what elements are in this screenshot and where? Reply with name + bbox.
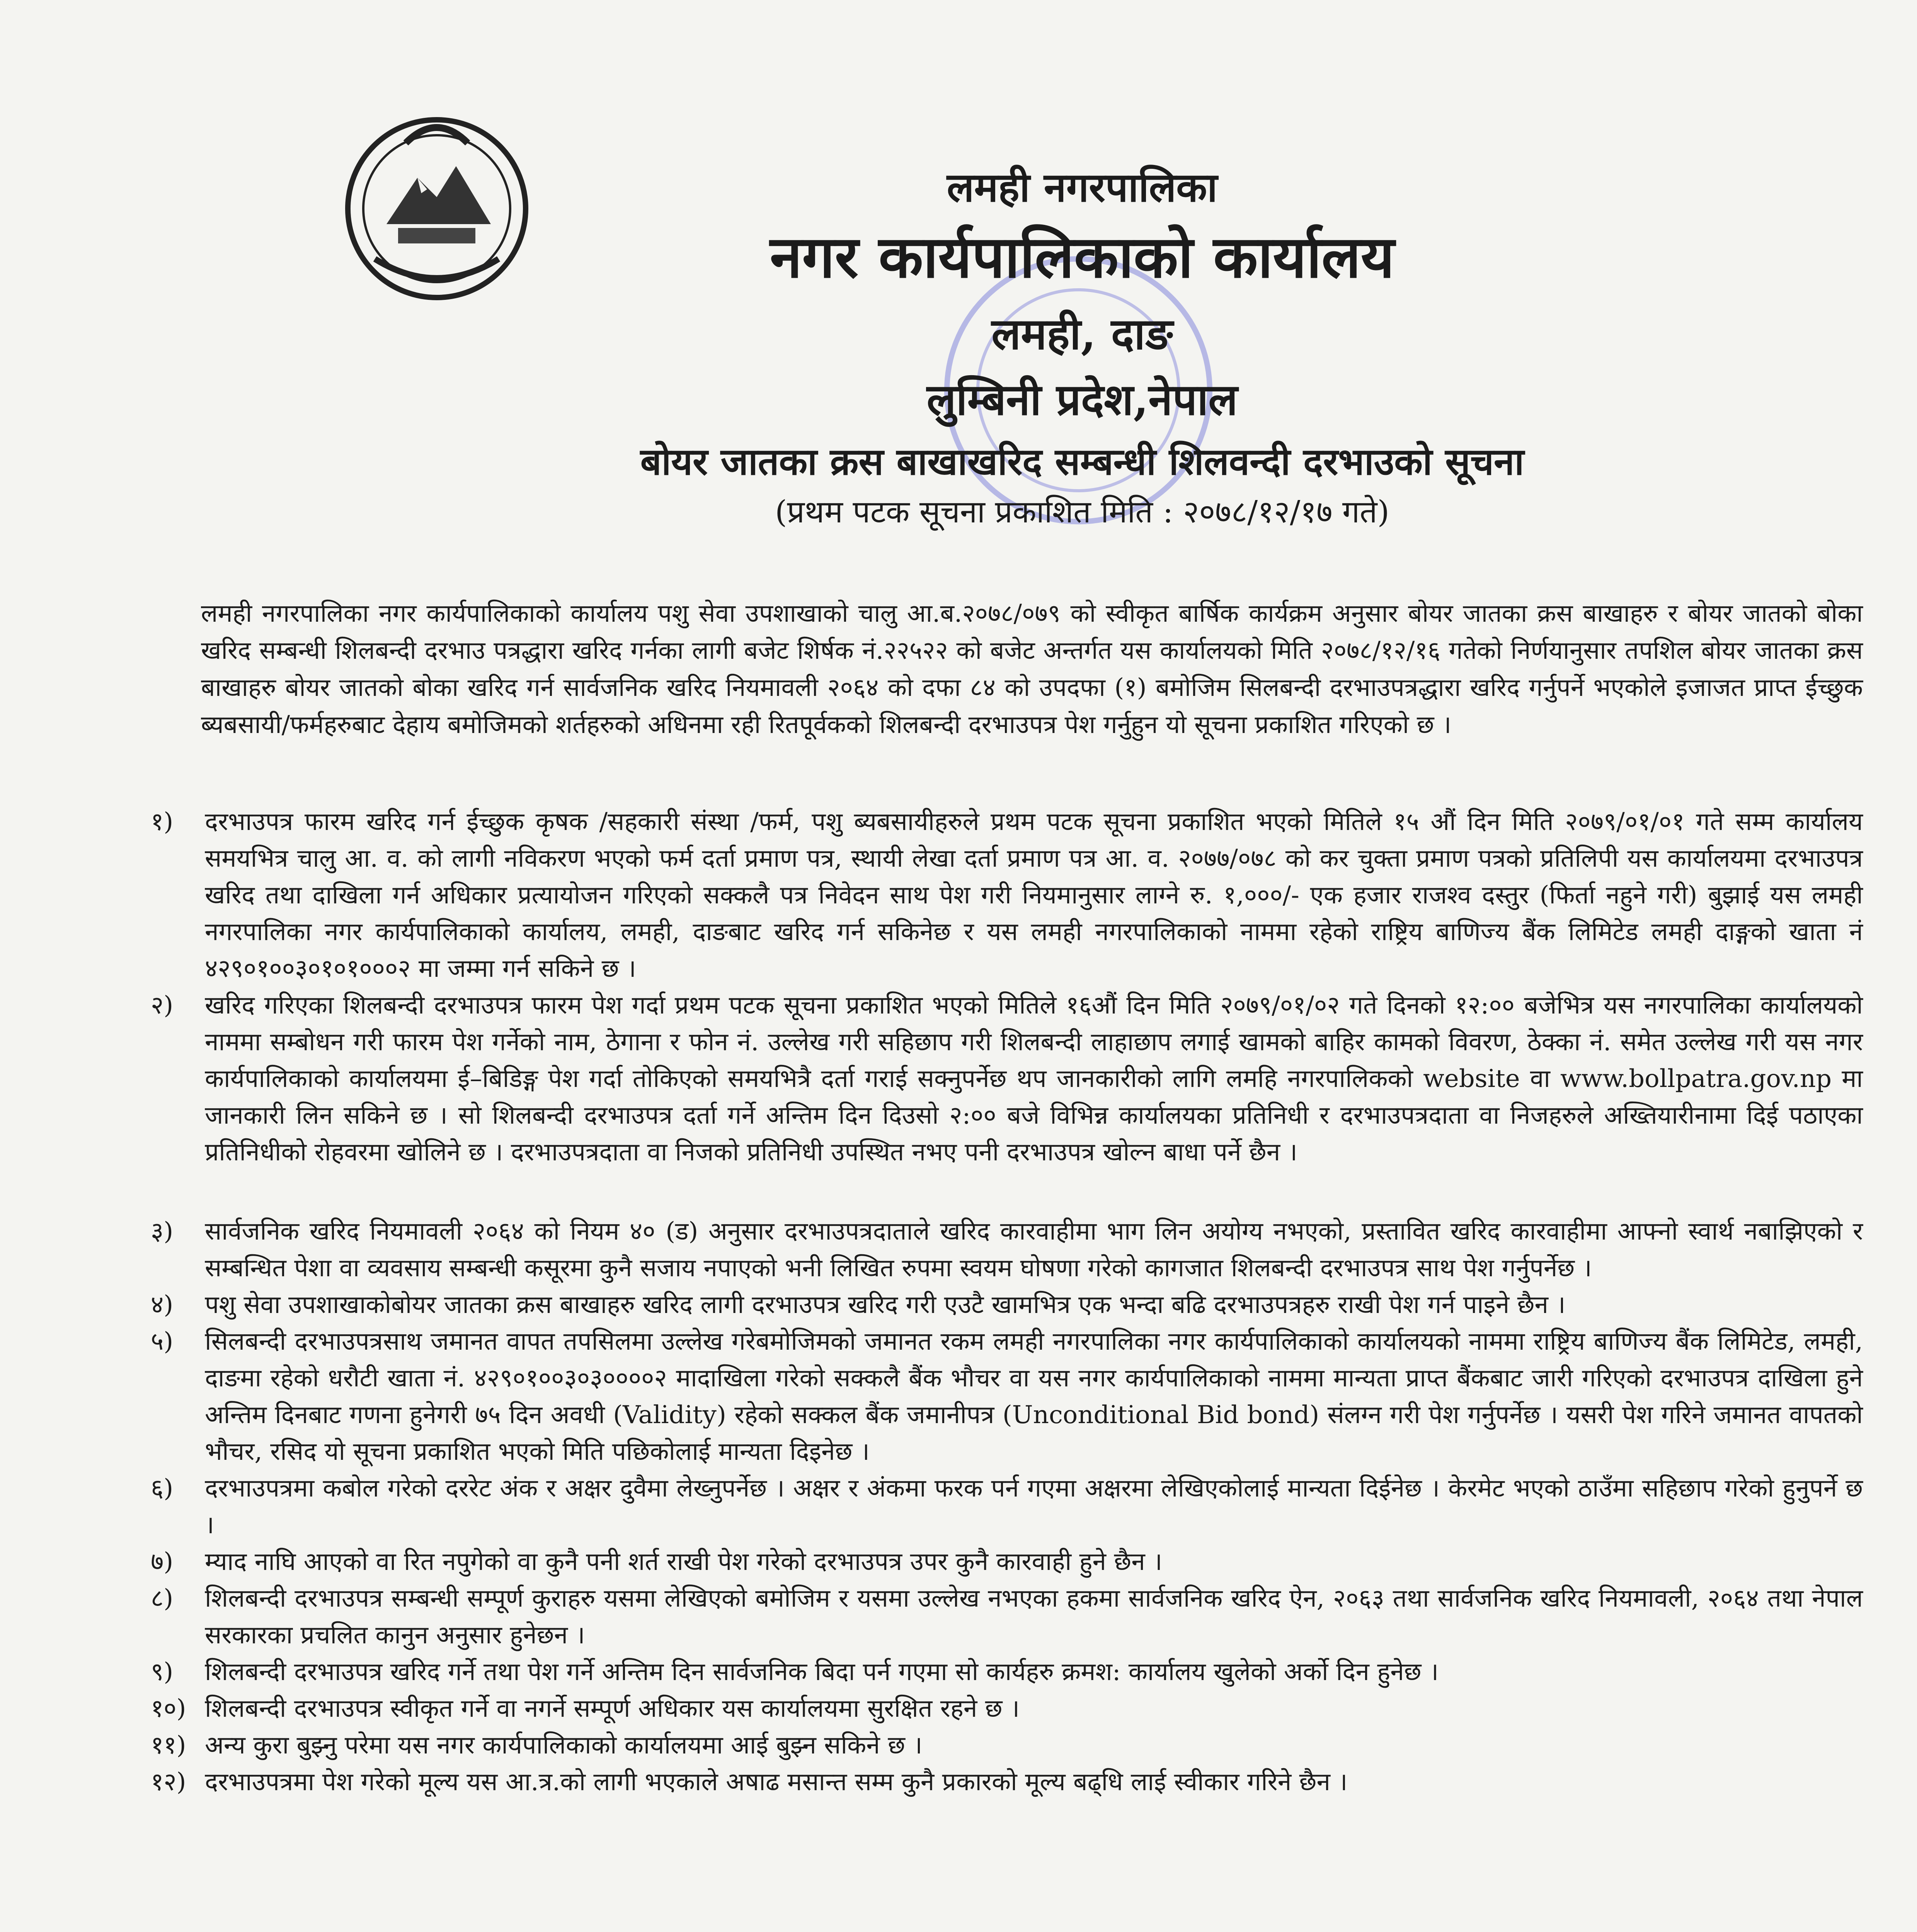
condition-text: म्याद नाघि आएको वा रित नपुगेको वा कुनै पनी शर्त राखी पेश गरेको दरभाउपत्र उपर कुनै कारवाही हुने छैन ।: [205, 1548, 1163, 1576]
condition-text: दरभाउपत्रमा पेश गरेको मूल्य यस आ.त्र.को लागी भएकाले अषाढ मसान्त सम्म कुनै प्रकारको मूल्य बढ्धि लाई स्वीकार गरिने छैन ।: [205, 1768, 1348, 1796]
condition-item: [151, 1544, 1863, 1580]
condition-item: [151, 1287, 1863, 1323]
office-location: लमही, दाङ: [991, 309, 1173, 359]
condition-text: सिलबन्दी दरभाउपत्रसाथ जमानत वापत तपसिलमा उल्लेख गरेबमोजिमको जमानत रकम लमही नगरपालिका नगर कार्यपालिकाको कार्यालयको नाममा राष्ट्रिय बाणिज्य बैंक लिमिटेड, लमही, दाङमा रहेको धरौटी खाता नं. ४२९०१००३०३००००२ मादाखिला गरेको सक्कलै बैंक भौचर वा यस नगर कार्यपालिकाको नाममा मान्यता प्राप्त बैंकबाट जारी गरिएको दरभाउपत्र दाखिला हुने अन्तिम दिनबाट गणना हुनेगरी ७५ दिन अवधी (Validity) रहेको सक्कल बैंक जमानीपत्र (Unconditional Bid bond) संलग्न गरी पेश गर्नुपर्नेछ । यसरी पेश गरिने जमानत वापतको भौचर, रसिद यो सूचना प्रकाशित भएको मिति पछिकोलाई मान्यता दिइनेछ ।: [205, 1327, 1863, 1466]
condition-number: ६): [151, 1474, 174, 1503]
condition-number: २): [151, 991, 174, 1020]
condition-text: सार्वजनिक खरिद नियमावली २०६४ को नियम ४० (ड) अनुसार दरभाउपत्रदाताले खरिद कारवाहीमा भाग लिन अयोग्य नभएको, प्रस्तावित खरिद कारवाहीमा आफ्नो स्वार्थ नबाझिएको र सम्बन्धित पेशा वा व्यवसाय सम्बन्धी कसूरमा कुनै सजाय नपाएको भनी लिखित रुपमा स्वयम घोषणा गरेको कागजात शिलबन्दी दरभाउपत्र साथ पेश गर्नुपर्नेछ ।: [205, 1217, 1863, 1282]
condition-number: १२): [151, 1768, 186, 1796]
office-name: नगर कार्यपालिकाको कार्यालय: [770, 223, 1394, 291]
condition-item: [151, 1654, 1863, 1690]
nepal-emblem-icon: [329, 97, 545, 313]
condition-text: दरभाउपत्रमा कबोल गरेको दररेट अंक र अक्षर दुवैमा लेख्नुपर्नेछ । अक्षर र अंकमा फरक पर्न गएमा अक्षरमा लेखिएकोलाई मान्यता दिईनेछ । केरमेट भएको ठाउँमा सहिछाप गरेको हुनुपर्ने छ ।: [205, 1474, 1863, 1539]
condition-text: खरिद गरिएका शिलबन्दी दरभाउपत्र फारम पेश गर्दा प्रथम पटक सूचना प्रकाशित भएको मितिले १६औं दिन मिति २०७९/०१/०२ गते दिनको १२:०० बजेभित्र यस नगरपालिका कार्यालयको नाममा सम्बोधन गरी फारम पेश गर्नेको नाम, ठेगाना र फोन नं. उल्लेख गरी सहिछाप गरी शिलबन्दी लाहाछाप लगाई खामको बाहिर कामको विवरण, ठेक्का नं. समेत उल्लेख गरी यस नगर कार्यपालिकाको कार्यालयमा ई–बिडिङ्ग पेश गर्दा तोकिएको समयभित्रै दर्ता गराई सक्नुपर्नेछ थप जानकारीको लागि लमहि नगरपालिकको website वा www.bollpatra.gov.np मा जानकारी लिन सकिने छ । सो शिलबन्दी दरभाउपत्र दर्ता गर्ने अन्तिम दिन दिउसो २:०० बजे विभिन्न कार्यालयका प्रतिनिधी र दरभाउपत्रदाता वा निजहरुले अख्तियारीनामा दिई पठाएका प्रतिनिधीको रोहवरमा खोलिने छ । दरभाउपत्रदाता वा निजको प्रतिनिधी उपस्थित नभए पनी दरभाउपत्र खोल्न बाधा पर्ने छैन ।: [205, 991, 1863, 1167]
condition-number: ७): [151, 1548, 174, 1576]
condition-number: १): [151, 808, 174, 836]
condition-item: [151, 1213, 1863, 1287]
condition-text: दरभाउपत्र फारम खरिद गर्न ईच्छुक कृषक /सहकारी संस्था /फर्म, पशु ब्यबसायीहरुले प्रथम पटक सूचना प्रकाशित भएको मितिले १५ औं दिन मिति २०७९/०१/०१ गते सम्म कार्यालय समयभित्र चालु आ. व. को लागी नविकरण भएको फर्म दर्ता प्रमाण पत्र, स्थायी लेखा दर्ता प्रमाण पत्र आ. व. २०७७/०७८ को कर चुक्ता प्रमाण पत्रको प्रतिलिपी यस कार्यालयमा दरभाउपत्र खरिद तथा दाखिला गर्न अधिकार प्रत्यायोजन गरिएको सक्कलै पत्र निवेदन साथ पेश गरी नियमानुसार लाग्ने रु. १,०००/- एक हजार राजश्व दस्तुर (फिर्ता नहुने गरी) बुझाई यस लमही नगरपालिका नगर कार्यपालिकाको कार्यालय, लमही, दाङबाट खरिद गर्न सकिनेछ र यस लमही नगरपालिकाको नाममा रहेको राष्ट्रिय बाणिज्य बैंक लिमिटेड लमही दाङ्गको खाता नं ४२९०१००३०१०१०००२ मा जम्मा गर्न सकिने छ ।: [205, 808, 1863, 983]
condition-number: ८): [151, 1584, 174, 1613]
condition-number: ३): [151, 1217, 174, 1246]
condition-text: अन्य कुरा बुझ्नु परेमा यस नगर कार्यपालिकाको कार्यालयमा आई बुझ्न सकिने छ ।: [205, 1731, 923, 1760]
municipality-name: लमही नगरपालिका: [947, 163, 1218, 211]
notice-header: [580, 162, 1585, 533]
condition-item: [151, 1470, 1863, 1544]
condition-item: [151, 804, 1863, 987]
intro-paragraph: लमही नगरपालिका नगर कार्यपालिकाको कार्यालय पशु सेवा उपशाखाको चालु आ.ब.२०७८/०७९ को स्वीकृत बार्षिक कार्यक्रम अनुसार बोयर जातका क्रस बाखाहरु र बोयर जातको बोका खरिद सम्बन्धी शिलबन्दी दरभाउ पत्रद्धारा खरिद गर्नका लागी बजेट शिर्षक नं.२२५२२ को बजेट अन्तर्गत यस कार्यालयको मिति २०७८/१२/१६ गतेको निर्णयानुसार तपशिल बोयर जातका क्रस बाखाहरु बोयर जातको बोका खरिद गर्न सार्वजनिक खरिद नियमावली २०६४ को दफा ८४ को उपदफा (१) बमोजिम सिलबन्दी दरभाउपत्रद्धारा खरिद गर्नुपर्ने भएकोले इजाजत प्राप्त ईच्छुक ब्यबसायी/फर्महरुबाट देहाय बमोजिमको शर्तहरुको अधिनमा रही रितपूर्वकको शिलबन्दी दरभाउपत्र पेश गर्नुहुन यो सूचना प्रकाशित गरिएको छ ।: [201, 599, 1863, 739]
condition-number: १०): [151, 1694, 186, 1723]
notice-title: बोयर जातका क्रस बाखाखरिद सम्बन्धी शिलवन्दी दरभाउको सूचना: [640, 440, 1524, 483]
condition-item: [151, 1764, 1863, 1801]
conditions-list: [151, 804, 1863, 1801]
condition-item: [151, 1727, 1863, 1764]
condition-text: शिलबन्दी दरभाउपत्र खरिद गर्ने तथा पेश गर्ने अन्तिम दिन सार्वजनिक बिदा पर्न गएमा सो कार्यहरु क्रमश: कार्यालय खुलेको अर्को दिन हुनेछ ।: [205, 1658, 1439, 1686]
province-name: लुम्बिनी प्रदेश,नेपाल: [926, 374, 1238, 425]
condition-number: ४): [151, 1291, 174, 1319]
condition-number: ११): [151, 1731, 186, 1760]
condition-text: शिलबन्दी दरभाउपत्र सम्बन्धी सम्पूर्ण कुराहरु यसमा लेखिएको बमोजिम र यसमा उल्लेख नभएका हकमा सार्वजनिक खरिद ऐन, २०६३ तथा सार्वजनिक खरिद नियमावली, २०६४ तथा नेपाल सरकारका प्रचलित कानुन अनुसार हुनेछन ।: [205, 1584, 1863, 1650]
condition-item: [151, 1690, 1863, 1727]
publish-date: (प्रथम पटक सूचना प्रकाशित मिति : २०७८/१२/१७ गते): [775, 494, 1389, 530]
condition-item: [151, 987, 1863, 1171]
condition-item: [151, 1323, 1863, 1470]
condition-item: [151, 1580, 1863, 1654]
condition-number: ५): [151, 1327, 174, 1356]
condition-text: शिलबन्दी दरभाउपत्र स्वीकृत गर्ने वा नगर्ने सम्पूर्ण अधिकार यस कार्यालयमा सुरक्षित रहने छ ।: [205, 1694, 1020, 1723]
condition-number: ९): [151, 1658, 174, 1686]
condition-text: पशु सेवा उपशाखाकोबोयर जातका क्रस बाखाहरु खरिद लागी दरभाउपत्र खरिद गरी एउटै खामभित्र एक भन्दा बढि दरभाउपत्रहरु राखी पेश गर्न पाइने छैन ।: [205, 1291, 1566, 1319]
